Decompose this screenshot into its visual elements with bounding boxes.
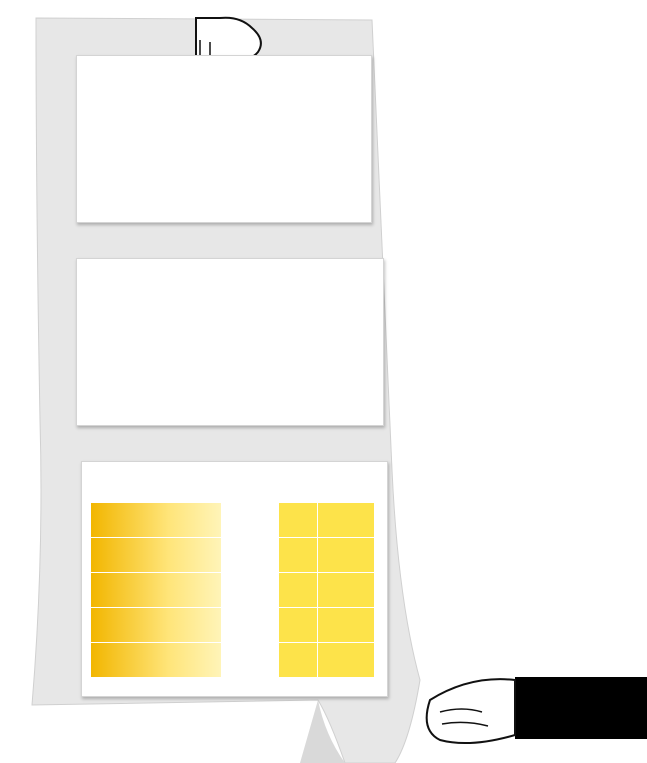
table-row xyxy=(91,538,374,573)
assets-value xyxy=(318,538,374,573)
table-row xyxy=(91,643,374,678)
net-buy-value xyxy=(221,573,279,608)
etf-name xyxy=(91,538,221,573)
etf-name xyxy=(91,503,221,538)
etf-name xyxy=(91,608,221,643)
return-value xyxy=(279,503,318,538)
table-row xyxy=(91,573,374,608)
table-row xyxy=(91,608,374,643)
age-ratio-arc xyxy=(76,258,382,408)
table-row xyxy=(91,503,374,538)
net-buy-value xyxy=(221,503,279,538)
bottom-hand-icon xyxy=(427,677,647,743)
assets-value xyxy=(318,643,374,678)
assets-value xyxy=(318,608,374,643)
etf-name xyxy=(91,573,221,608)
net-buy-value xyxy=(221,608,279,643)
net-buy-value xyxy=(221,643,279,678)
top5-table xyxy=(91,497,374,678)
return-value xyxy=(279,608,318,643)
assets-value xyxy=(318,573,374,608)
net-buy-value xyxy=(221,538,279,573)
assets-value xyxy=(318,503,374,538)
return-value xyxy=(279,643,318,678)
etf-size-bars xyxy=(76,55,370,185)
return-value xyxy=(279,538,318,573)
return-value xyxy=(279,573,318,608)
etf-name xyxy=(91,643,221,678)
